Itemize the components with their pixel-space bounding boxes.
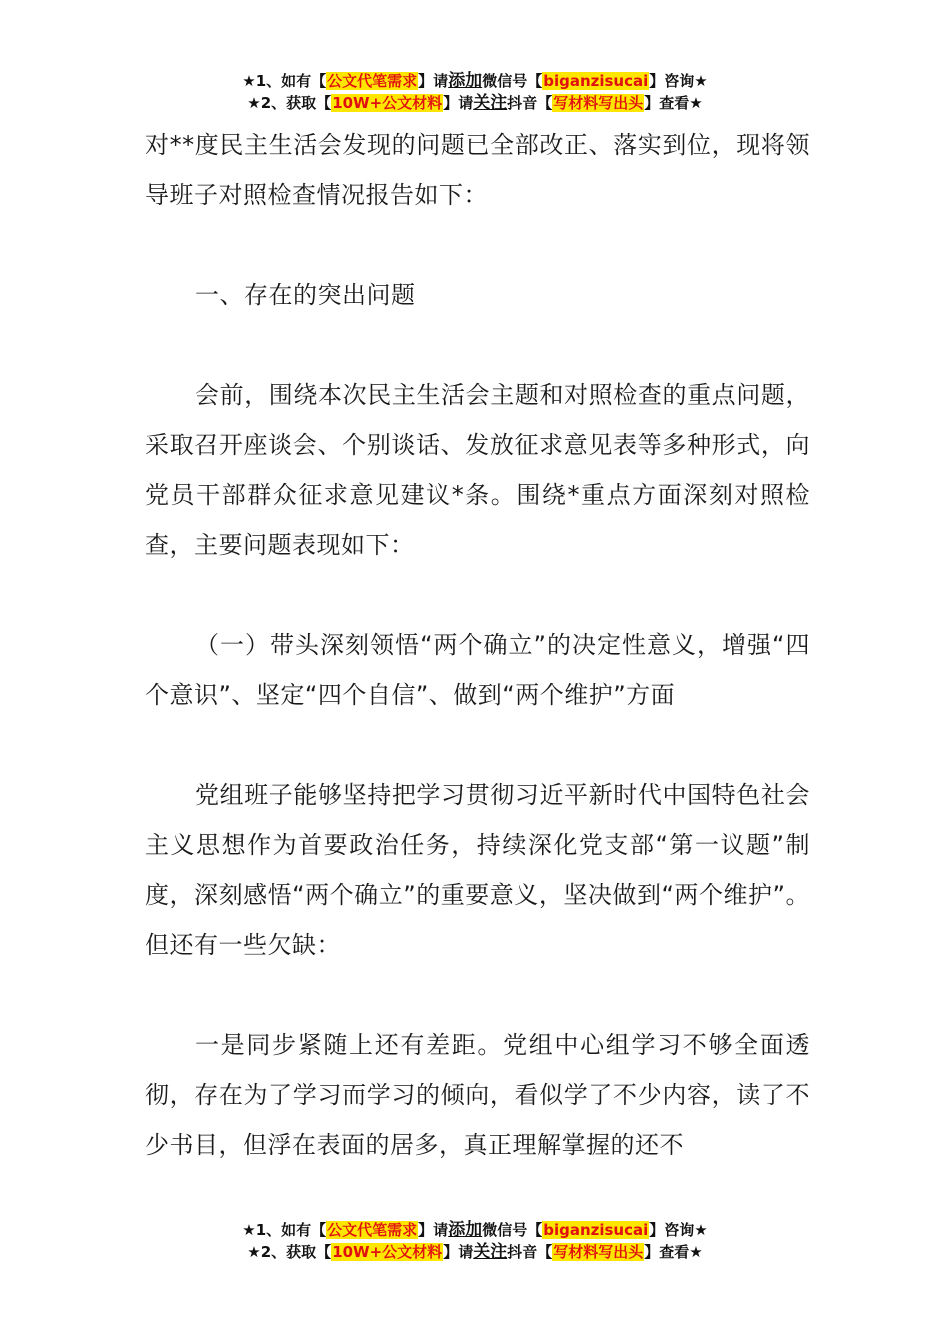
promo-text: 微信号【 — [482, 72, 543, 90]
promo-highlight: 公文代笔需求 — [327, 1221, 418, 1239]
promo-text: 】请 — [443, 1243, 474, 1261]
section-heading: 一、存在的突出问题 — [195, 281, 416, 309]
body-paragraph: 党组班子能够坚持把学习贯彻习近平新时代中国特色社会主义思想作为首要政治任务，持续深化党支部“第一议题”制度，深刻感悟“两个确立”的重要意义，坚决做到“两个维护”。但还有一些欠缺： — [145, 781, 810, 959]
promo-text: 】咨询★ — [649, 1221, 708, 1239]
promo-text: 】查看★ — [644, 1243, 703, 1261]
promo-line-2 — [0, 92, 950, 114]
body-paragraph: 对**度民主生活会发现的问题已全部改正、落实到位，现将领导班子对照检查情况报告如下： — [145, 131, 810, 209]
promo-highlight: 写材料写出头 — [553, 1243, 644, 1261]
document-body — [145, 120, 810, 1170]
promo-text: ★1、如有【 — [242, 1221, 327, 1239]
promo-text: 】请 — [418, 72, 449, 90]
promo-highlight: 写材料写出头 — [553, 94, 644, 112]
promo-banner-bottom — [0, 1219, 950, 1263]
promo-highlight: 10W+公文材料 — [332, 1243, 443, 1261]
promo-line-1 — [0, 1219, 950, 1241]
promo-emphasis: 添加 — [448, 71, 483, 91]
promo-text: 】查看★ — [644, 94, 703, 112]
promo-text: ★2、获取【 — [247, 94, 332, 112]
promo-emphasis: 关注 — [473, 1242, 508, 1262]
body-paragraph: 会前，围绕本次民主生活会主题和对照检查的重点问题，采取召开座谈会、个别谈话、发放征求意见表等多种形式，向党员干部群众征求意见建议*条。围绕*重点方面深刻对照检查，主要问题表现如下： — [145, 381, 810, 559]
promo-text: 】请 — [418, 1221, 449, 1239]
promo-highlight: biganzisucai — [543, 72, 649, 90]
promo-text: 微信号【 — [482, 1221, 543, 1239]
promo-highlight: biganzisucai — [543, 1221, 649, 1239]
promo-text: 】请 — [443, 94, 474, 112]
promo-line-2 — [0, 1241, 950, 1263]
promo-emphasis: 关注 — [473, 93, 508, 113]
subsection-heading: （一）带头深刻领悟“两个确立”的决定性意义，增强“四个意识”、坚定“四个自信”、做到“两个维护”方面 — [145, 631, 810, 709]
promo-emphasis: 添加 — [448, 1220, 483, 1240]
promo-highlight: 公文代笔需求 — [327, 72, 418, 90]
promo-line-1 — [0, 70, 950, 92]
promo-text: 抖音【 — [507, 1243, 553, 1261]
promo-text: 】咨询★ — [649, 72, 708, 90]
body-paragraph: 一是同步紧随上还有差距。党组中心组学习不够全面透彻，存在为了学习而学习的倾向，看似学了不少内容，读了不少书目，但浮在表面的居多，真正理解掌握的还不 — [145, 1031, 810, 1159]
promo-banner-top — [0, 70, 950, 114]
promo-text: ★1、如有【 — [242, 72, 327, 90]
promo-highlight: 10W+公文材料 — [332, 94, 443, 112]
promo-text: ★2、获取【 — [247, 1243, 332, 1261]
promo-text: 抖音【 — [507, 94, 553, 112]
